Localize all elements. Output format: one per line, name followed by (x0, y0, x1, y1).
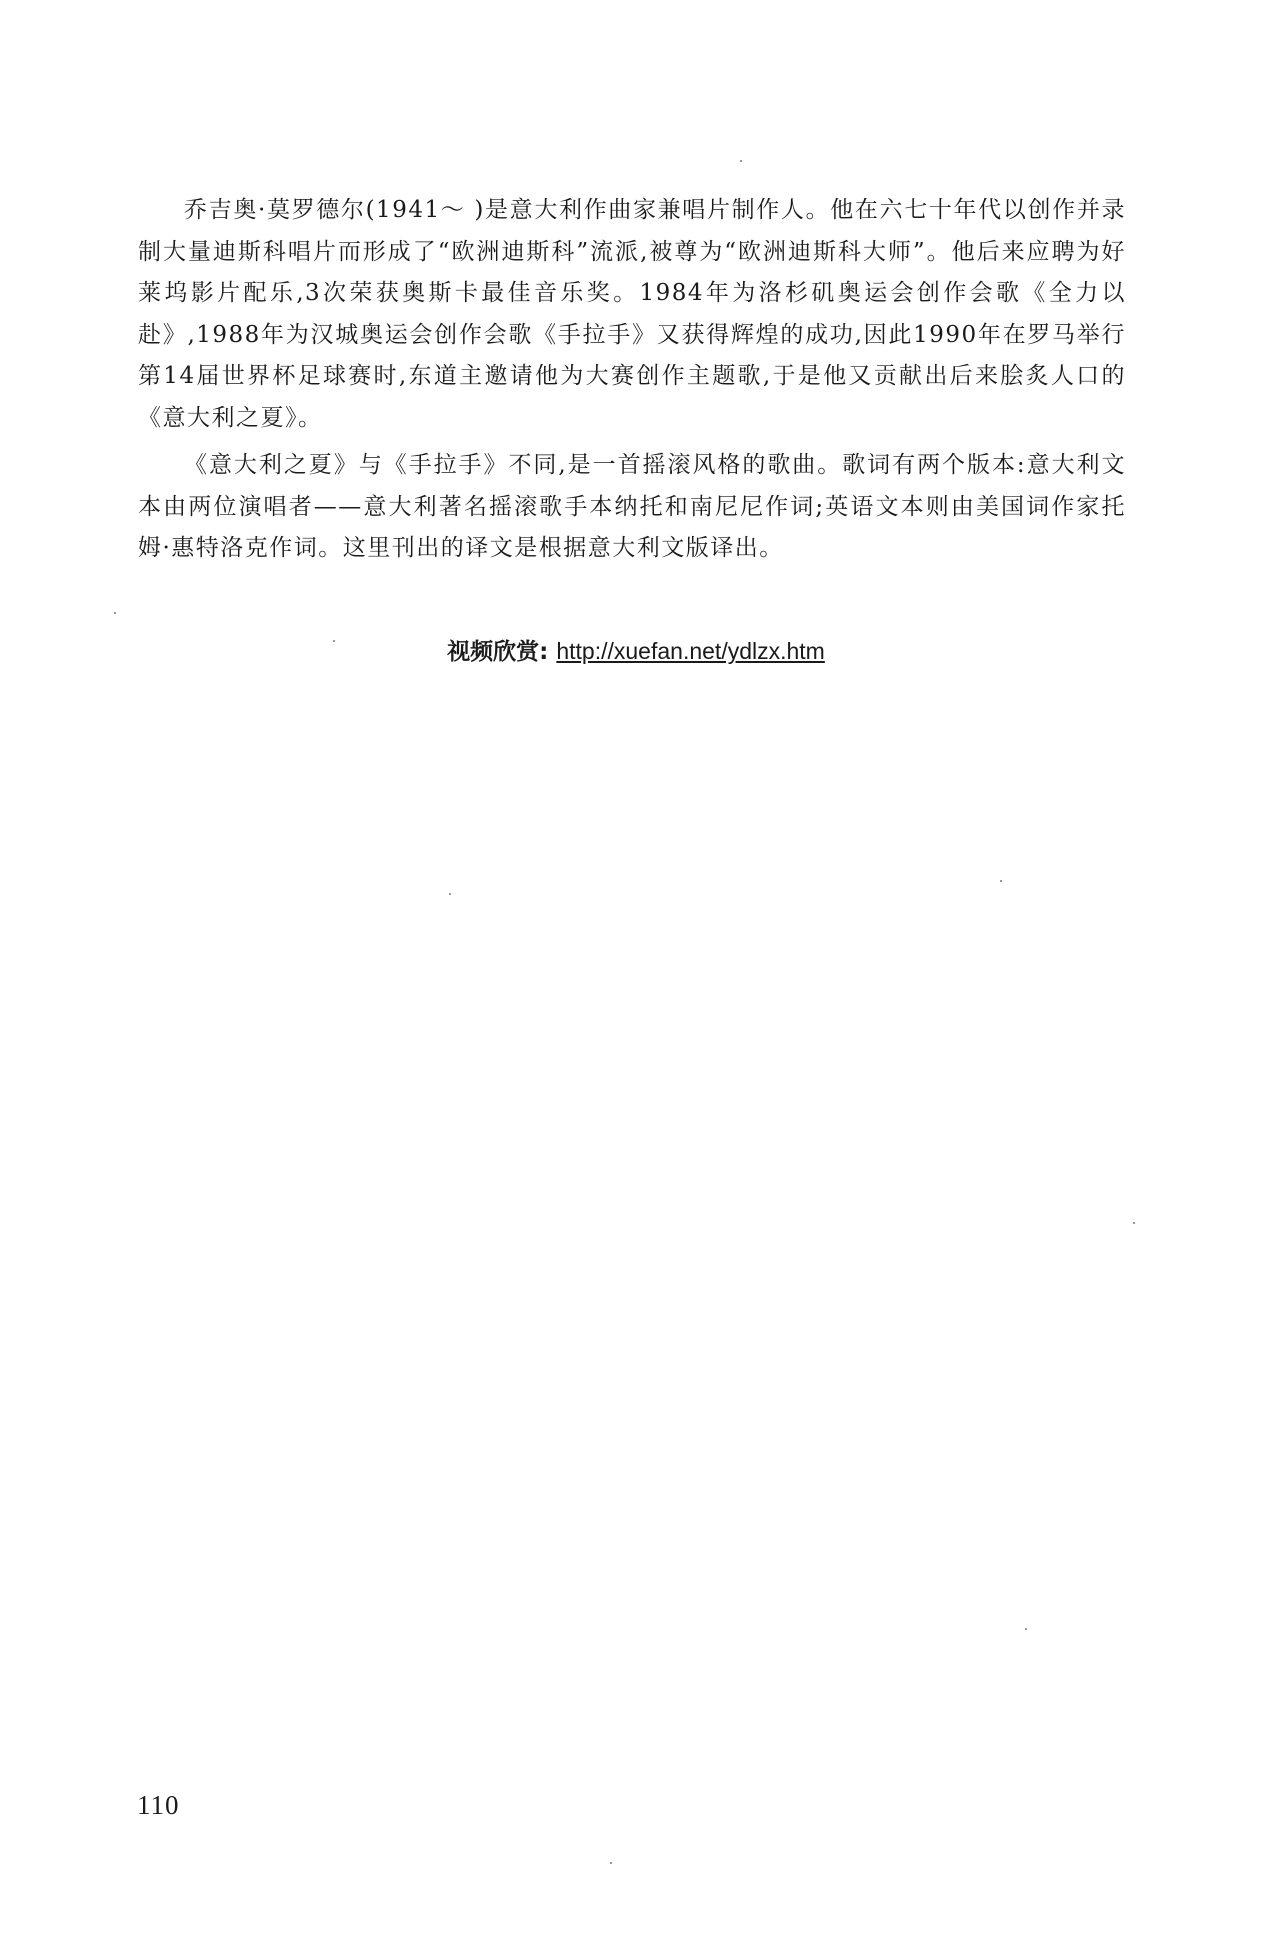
video-label: 视频欣赏: (447, 639, 549, 665)
page-number: 110 (137, 1790, 180, 1820)
scan-speck (1025, 1628, 1027, 1630)
scan-speck (114, 612, 116, 614)
article-body (138, 190, 1126, 576)
paragraph-moroder-bio: 乔吉奥·莫罗德尔(1941～ )是意大利作曲家兼唱片制作人。他在六七十年代以创作并录制大量迪斯科唱片而形成了“欧洲迪斯科”流派,被尊为“欧洲迪斯科大师”。他后来应聘为好莱坞影片配乐,3次荣获奥斯卡最佳音乐奖。1984年为洛杉矶奥运会创作会歌《全力以赴》,1988年为汉城奥运会创作会歌《手拉手》又获得辉煌的成功,因此1990年在罗马举行第14届世界杯足球赛时,东道主邀请他为大赛创作主题歌,于是他又贡献出后来脍炙人口的《意大利之夏》。 (138, 197, 1126, 431)
video-url-link[interactable]: http://xuefan.net/ydlzx.htm (556, 638, 825, 664)
scan-speck (449, 893, 451, 895)
paragraph-song-versions: 《意大利之夏》与《手拉手》不同,是一首摇滚风格的歌曲。歌词有两个版本:意大利文本由两位演唱者——意大利著名摇滚歌手本纳托和南尼尼作词;英语文本则由美国词作家托姆·惠特洛克作词。这里刊出的译文是根据意大利文版译出。 (138, 452, 1126, 561)
video-link-line (0, 633, 1272, 666)
scan-speck (1133, 1222, 1135, 1224)
scan-speck (1000, 880, 1002, 882)
scan-speck (740, 160, 742, 162)
scan-speck (333, 640, 335, 642)
scan-speck (610, 1862, 612, 1864)
